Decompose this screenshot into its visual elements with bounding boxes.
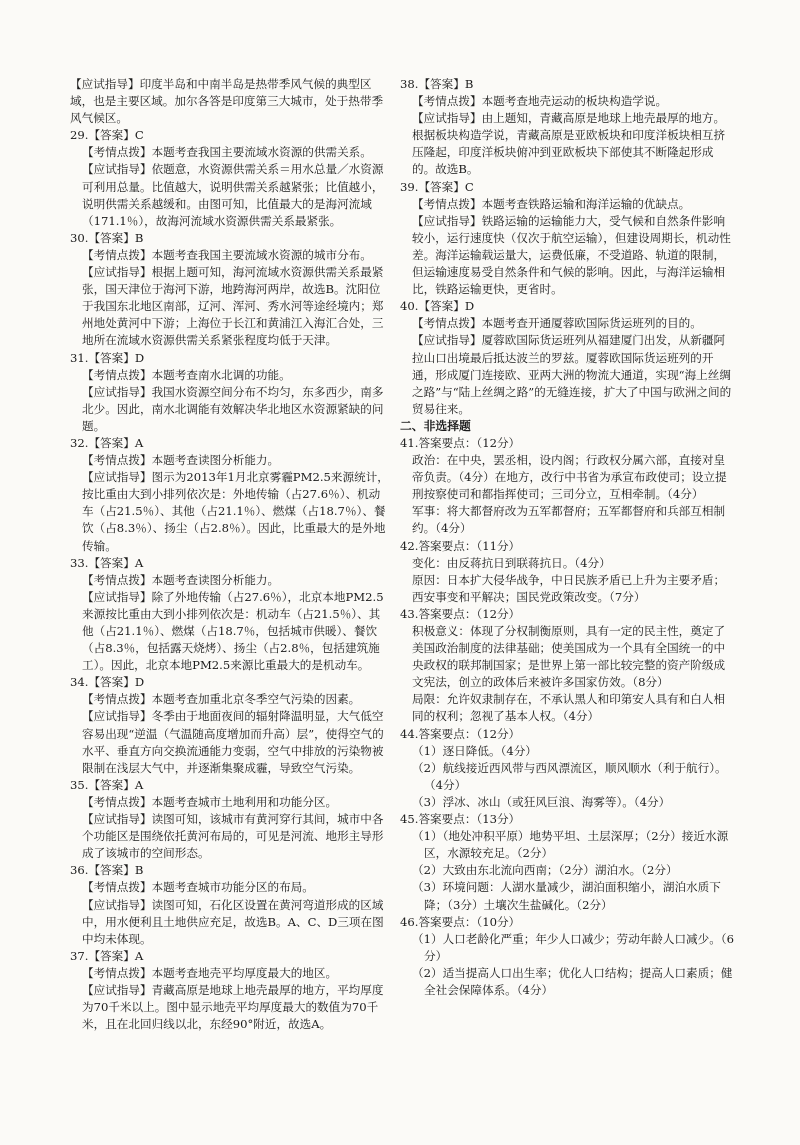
answer-paragraph: 【应试指导】铁路运输的运输能力大，受气候和自然条件影响较小，运行速度快（仅次于航空运输），但建设周期长，机动性差。海洋运输载运量大，运费低廉，不受道路、轨道的限制，但运输速度易受自然条件和气候的影响。因此，与海洋运输相比，铁路运输更快，更省时。 (412, 213, 731, 297)
answer-paragraph: 【考情点拨】本题考查读图分析能力。 (82, 453, 280, 468)
answer-paragraph: 【考情点拨】本题考查地壳平均厚度最大的地区。 (82, 965, 338, 980)
answer-paragraph: 【应试指导】由上题知，青藏高原是地球上地壳最厚的地方。根据板块构造学说，青藏高原是亚欧板块和印度洋板块相互挤压隆起，印度洋板块俯冲到亚欧板块下部使其不断隆起形成的。故选B。 (412, 111, 726, 177)
answer-paragraph: 政治：在中央，罢丞相，设内阁；行政权分属六部，直接对皇帝负责。（4分）在地方，改行中书省为承宣布政使司；设立提刑按察使司和都指挥使司；三司分立，互相牵制。（4分） (412, 453, 727, 502)
answer-paragraph: 军事：将大都督府改为五军都督府；五军都督府和兵部互相制约。（4分） (412, 504, 726, 536)
answer-paragraph: 【考情点拨】本题考查城市功能分区的布局。 (82, 880, 314, 895)
answer-paragraph: 【考情点拨】本题考查我国主要流域水资源的供需关系。 (82, 145, 372, 160)
answer-paragraph: （2）大致由东北流向西南；（2分）湖泊水。（2分） (412, 863, 678, 878)
answer-paragraph: （1）（地处冲积平原）地势平坦、土层深厚；（2分）接近水源区，水源较充足。（2分） (412, 829, 729, 861)
answer-paragraph: 36.【答案】B (70, 863, 144, 878)
answer-paragraph: 【应试指导】冬季由于地面夜间的辐射降温明显，大气低空容易出现“逆温（气温随高度增加而升高）层”，使得空气的水平、垂直方向交换流通能力变弱，空气中排放的污染物被限制在浅层大气中，并逐渐集聚成霾，导致空气污染。 (82, 709, 384, 775)
answer-paragraph: 30.【答案】B (70, 230, 144, 245)
answer-paragraph: 【应试指导】图示为2013年1月北京雾霾PM2.5来源统计，按比重由大到小排列依次是：外地传输（占27.6％）、机动车（占21.5％）、其他（占21.1％）、燃煤（占18.7％）、餐饮（占8.3％）、扬尘（占2.8％）。因此，比重最大的是外地传输。 (82, 470, 389, 553)
answer-paragraph: 32.【答案】A (70, 435, 144, 450)
answer-paragraph: 【考情点拨】本题考查我国主要流域水资源的城市分布。 (82, 247, 372, 262)
answer-paragraph: 【应试指导】印度半岛和中南半岛是热带季风气候的典型区域，也是主要区域。加尔各答是印度第三大城市，处于热带季风气候区。 (70, 77, 384, 126)
answer-paragraph: 【应试指导】读图可知，石化区设置在黄河弯道形成的区域中，用水便利且土地供应充足，故选B。A、C、D三项在图中均未体现。 (82, 897, 384, 946)
answer-paragraph: 43.答案要点：（12分） (400, 606, 521, 621)
answer-paragraph: 【考情点拨】本题考查加重北京冬季空气污染的因素。 (82, 692, 361, 707)
answer-paragraph: 45.答案要点：（13分） (400, 812, 521, 827)
answer-paragraph: 局限：允许奴隶制存在，不承认黑人和印第安人具有和白人相同的权利；忽视了基本人权。（4分） (412, 692, 726, 724)
answer-paragraph: 34.【答案】D (70, 675, 145, 690)
answer-paragraph: （1）人口老龄化严重；年少人口减少；劳动年龄人口减少。（6分） (412, 931, 734, 963)
answer-paragraph: 33.【答案】A (70, 555, 144, 570)
answer-paragraph: （2）适当提高人口出生率；优化人口结构；提高人口素质；健全社会保障体系。（4分） (412, 965, 733, 997)
answer-paragraph: （3）浮冰、冰山（或狂风巨浪、海雾等）。（4分） (412, 794, 671, 809)
left-column (70, 76, 390, 1033)
answer-paragraph: 46.答案要点：（10分） (400, 914, 521, 929)
answer-paragraph: 【考情点拨】本题考查铁路运输和海洋运输的优缺点。 (412, 196, 691, 211)
answer-paragraph: （1）逐日降低。（4分） (412, 743, 537, 758)
answer-paragraph: 31.【答案】D (70, 350, 145, 365)
answer-paragraph: 37.【答案】A (70, 948, 144, 963)
answer-paragraph: 【应试指导】根据上题可知，海河流域水资源供需关系最紧张，国天津位于海河下游，地跨海河两岸，故选B。沈阳位于我国东北地区南部，辽河、浑河、秀水河等途经境内；郑州地处黄河中下游；上海位于长江和黄浦江入海汇合处，三地所在流域水资源供需关系紧张程度均低于天津。 (82, 265, 384, 348)
answer-paragraph: 变化：由反蒋抗日到联蒋抗日。（4分） (412, 555, 611, 570)
answer-paragraph: 【考情点拨】本题考查城市土地利用和功能分区。 (82, 794, 338, 809)
answer-paragraph: 【考情点拨】本题考查读图分析能力。 (82, 572, 280, 587)
answer-paragraph: （2）航线接近西风带与西风漂流区，顺风顺水（利于航行）。（4分） (412, 760, 727, 792)
answer-paragraph: 35.【答案】A (70, 777, 144, 792)
answer-paragraph: 【应试指导】我国水资源空间分布不均匀，东多西少，南多北少。因此，南水北调能有效解决华北地区水资源紧缺的问题。 (82, 384, 384, 433)
answer-paragraph: 【应试指导】青藏高原是地球上地壳最厚的地方，平均厚度为70千米以上。图中显示地壳平均厚度最大的数值为70千米，且在北回归线以北，东经90°附近，故选A。 (82, 982, 384, 1032)
right-column (400, 76, 735, 999)
answer-paragraph: （3）环境问题：人湖水量减少，湖泊面积缩小，湖泊水质下降；（3分）土壤次生盐碱化。（2分） (412, 880, 721, 912)
answer-paragraph: 44.答案要点：（12分） (400, 726, 521, 741)
answer-paragraph: 【应试指导】厦蓉欧国际货运班列从福建厦门出发，从新疆阿拉山口出境最后抵达波兰的罗兹。厦蓉欧国际货运班列的开通，形成厦门连接欧、亚两大洲的物流大通道，实现“海上丝绸之路”与“陆上丝绸之路”的无缝连接，扩大了中国与欧洲之间的贸易往来。 (412, 333, 732, 416)
answer-paragraph: 39.【答案】C (400, 179, 474, 194)
answer-paragraph: 【应试指导】依题意，水资源供需关系＝用水总量／水资源可利用总量。比值越大，说明供需关系越紧张；比值越小，说明供需关系越缓和。由图可知，比值最大的是海河流域（171.1％），故海河流域水资源供需关系最紧张。 (82, 162, 384, 228)
answer-paragraph: 【考情点拨】本题考查地壳运动的板块构造学说。 (412, 94, 668, 109)
answer-paragraph: 42.答案要点：（11分） (400, 538, 521, 553)
answer-paragraph: 29.【答案】C (70, 128, 144, 143)
answer-paragraph: 【考情点拨】本题考查开通厦蓉欧国际货运班列的目的。 (412, 316, 702, 331)
answer-paragraph: 原因：日本扩大侵华战争，中日民族矛盾已上升为主要矛盾；西安事变和平解决；国民党政策改变。（7分） (412, 572, 726, 604)
answer-paragraph: 积极意义：体现了分权制衡原则，具有一定的民主性，奠定了美国政治制度的法律基础；使美国成为一个具有全国统一的中央政权的联邦制国家；是世界上第一部比较完整的资产阶级成文宪法，创立的政体后来被许多国家仿效。（8分） (412, 624, 726, 690)
answer-paragraph: 【应试指导】读图可知，该城市有黄河穿行其间，城市中各个功能区是围绕依托黄河布局的，可见是河流、地形主导形成了该城市的空间形态。 (82, 812, 384, 861)
answer-paragraph: 【考情点拨】本题考查南水北调的功能。 (82, 367, 291, 382)
answer-paragraph: 40.【答案】D (400, 299, 475, 314)
answer-paragraph: 【应试指导】除了外地传输（占27.6％），北京本地PM2.5来源按比重由大到小排列依次是：机动车（占21.5％）、其他（占21.1％）、燃煤（占18.7％，包括城市供暖）、餐饮（占8.3％，包括露天烧烤）、扬尘（占2.8％，包括建筑施工）。因此，北京本地PM2.5来源比重最大的是机动车。 (82, 589, 384, 673)
answer-paragraph: 41.答案要点：（12分） (400, 435, 521, 450)
section-heading: 二、非选择题 (400, 418, 471, 433)
answer-paragraph: 38.【答案】B (400, 77, 474, 91)
